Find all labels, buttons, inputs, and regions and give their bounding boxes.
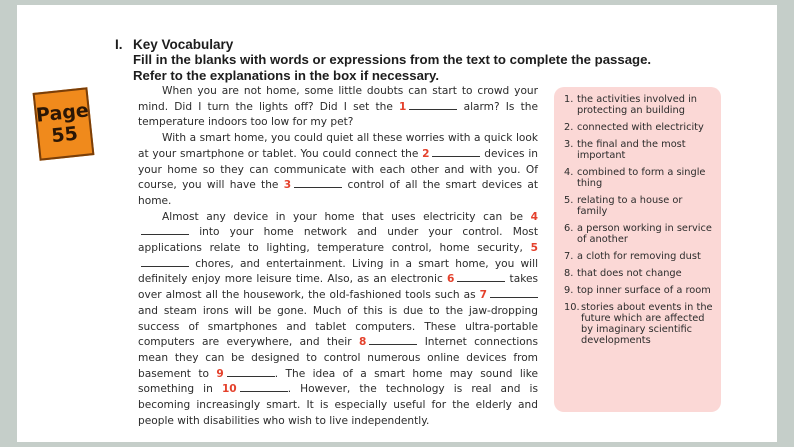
passage-text: . The idea of a smart home may sound like something in (138, 367, 538, 396)
explanation-item (564, 122, 713, 133)
passage-text: Internet connections mean they can be designed to control numerous online devices from basement to (138, 336, 538, 380)
explanation-item (564, 195, 713, 217)
explanation-text: a cloth for removing dust (577, 251, 701, 262)
slide (6, 5, 788, 442)
blank-9[interactable] (227, 367, 275, 377)
blank-3[interactable] (294, 178, 342, 188)
left-border-strip (6, 5, 17, 442)
explanation-item (564, 302, 713, 346)
explanation-number: 3. (564, 139, 574, 150)
explanation-number: 5. (564, 195, 574, 206)
passage-text: devices in your home so they can communicate with each other and with you. Of course, you will have the (138, 147, 538, 192)
paragraph-2 (138, 131, 538, 210)
explanation-box (554, 87, 721, 412)
explanation-text: top inner surface of a room (577, 285, 711, 296)
passage-text: into your home network and under your control. Most applications relate to lighting, temperature control, home security, (138, 226, 538, 255)
blank-2[interactable] (432, 147, 480, 157)
blank-1[interactable] (409, 100, 457, 110)
explanation-text: stories about events in the future which are affected by imaginary scientific developments (581, 302, 713, 346)
blank-number-6: 6 (446, 273, 455, 286)
passage-text: . However, the technology is real and is becoming increasingly smart. It is especially useful for the elderly and people with disabilities who wish to live independently. (138, 383, 538, 427)
passage-text: takes over almost all the housework, the old-fashioned tools such as (138, 273, 538, 302)
explanation-item (564, 167, 713, 189)
page-badge-number: 55 (50, 122, 79, 148)
blank-number-10: 10 (221, 383, 237, 396)
blank-8[interactable] (369, 335, 417, 345)
passage-text: Almost any device in your home that uses electricity can be (162, 210, 531, 223)
passage-text: control of all the smart devices at home. (138, 179, 538, 207)
explanation-item (564, 223, 713, 245)
blank-number-4: 4 (530, 210, 538, 223)
page-badge-label: Page (34, 99, 90, 127)
explanation-text: combined to form a single thing (577, 167, 706, 189)
page-badge (33, 87, 95, 160)
explanation-text: connected with electricity (577, 122, 704, 133)
blank-7[interactable] (490, 288, 538, 298)
blank-number-7: 7 (479, 289, 487, 302)
textbook-page (101, 32, 728, 427)
blank-6[interactable] (457, 272, 505, 282)
explanation-number: 8. (564, 268, 574, 279)
explanation-text: the activities involved in protecting an building (577, 94, 698, 116)
paragraph-3 (138, 210, 538, 430)
passage-text: When you are not home, some little doubts can start to crowd your mind. Did I turn the lights off? Did I set the (138, 85, 538, 113)
explanation-item (564, 94, 713, 116)
explanation-text: a person working in service of another (577, 223, 712, 245)
right-border-strip (777, 5, 788, 442)
explanation-number: 9. (564, 285, 574, 296)
explanation-number: 10. (564, 302, 580, 313)
blank-number-2: 2 (422, 147, 430, 160)
explanation-number: 7. (564, 251, 574, 262)
section-title-text: Key Vocabulary (133, 37, 234, 52)
blank-number-5: 5 (530, 242, 538, 255)
blank-number-3: 3 (283, 179, 292, 192)
explanation-item (564, 139, 713, 161)
explanation-number: 4. (564, 167, 574, 178)
explanation-text: relating to a house or family (577, 195, 683, 217)
section-header (115, 37, 725, 83)
explanation-item (564, 268, 713, 279)
passage-text: and steam irons will be gone. Much of this is due to the jaw-dropping success of smartphones and tablet computers. These ultra-portable computers are everywhere, and their (138, 304, 538, 349)
passage-text: With a smart home, you could quiet all these worries with a quick look at your smartphone or tablet. You could connect the (138, 132, 538, 160)
blank-10[interactable] (240, 382, 288, 392)
explanation-number: 2. (564, 122, 574, 133)
instruction-line-1: Fill in the blanks with words or expressions from the text to complete the passage. (133, 52, 652, 67)
passage (138, 84, 538, 429)
explanation-number: 1. (564, 94, 574, 105)
explanation-text: the final and the most important (577, 139, 686, 161)
section-title (115, 37, 725, 52)
paragraph-1 (138, 84, 538, 131)
blank-number-9: 9 (216, 367, 224, 380)
section-number: I. (115, 37, 123, 52)
blank-number-8: 8 (358, 336, 367, 349)
blank-5[interactable] (141, 257, 189, 267)
blank-number-1: 1 (399, 100, 407, 113)
explanation-item (564, 285, 713, 296)
passage-text: chores, and entertainment. Living in a smart home, you will definitely enjoy more leisure time. Also, as an electronic (138, 257, 539, 286)
explanation-text: that does not change (577, 268, 682, 279)
explanation-number: 6. (564, 223, 574, 234)
passage-text: alarm? Is the temperature indoors too low for my pet? (138, 100, 538, 129)
instruction-line-2: Refer to the explanations in the box if necessary. (133, 67, 440, 83)
explanation-item (564, 251, 713, 262)
blank-4[interactable] (141, 225, 189, 235)
